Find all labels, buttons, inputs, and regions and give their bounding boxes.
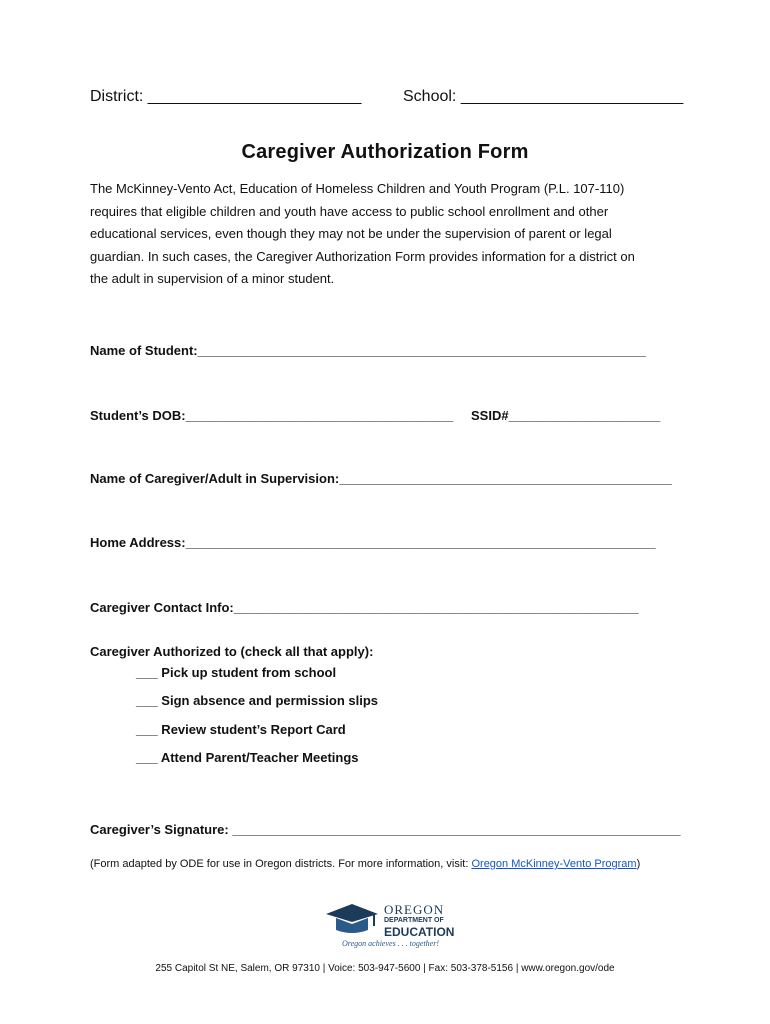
footnote-text: (Form adapted by ODE for use in Oregon districts. For more information, visit: [90, 858, 472, 870]
logo-tagline: Oregon achieves . . . together! [342, 939, 440, 948]
signature-field[interactable]: Caregiver’s Signature: ______________________________________________________________ [90, 822, 681, 837]
home-address-field[interactable]: Home Address:_________________________________________________________________ [90, 535, 656, 550]
footer-address: 255 Capitol St NE, Salem, OR 97310 | Voice: 503-947-5600 | Fax: 503-378-5156 | www.oregon.gov/ode [155, 963, 615, 974]
intro-line: The McKinney-Vento Act, Education of Homeless Children and Youth Program (P.L. 107-110) [90, 181, 625, 196]
intro-line: guardian. In such cases, the Caregiver Authorization Form provides information for a district on [90, 248, 635, 264]
district-field[interactable]: District: ________________________ [90, 88, 362, 105]
logo-education: EDUCATION [384, 925, 455, 939]
caregiver-name-field[interactable]: Name of Caregiver/Adult in Supervision:______________________________________________ [90, 471, 672, 486]
footnote [90, 858, 640, 870]
intro-paragraph [90, 178, 690, 291]
option-report-card[interactable]: ___ Review student’s Report Card [136, 722, 346, 737]
option-meetings[interactable]: ___ Attend Parent/Teacher Meetings [136, 750, 359, 765]
mckinney-vento-link[interactable]: Oregon McKinney-Vento Program [471, 858, 637, 870]
intro-line: educational services, even though they may not be under the supervision of parent or legal [90, 226, 612, 241]
intro-line: the adult in supervision of a minor student. [90, 271, 335, 286]
ssid-field[interactable]: SSID#_____________________ [471, 408, 661, 423]
contact-info-field[interactable]: Caregiver Contact Info:________________________________________________________ [90, 600, 639, 615]
intro-line: requires that eligible children and youth have access to public school enrollment and other [90, 203, 609, 219]
option-pickup[interactable]: ___ Pick up student from school [136, 665, 337, 680]
oregon-ode-logo [322, 900, 455, 952]
authorized-heading: Caregiver Authorized to (check all that apply): [90, 644, 374, 659]
school-field[interactable]: School: _________________________ [403, 88, 684, 105]
student-dob-field[interactable]: Student’s DOB:_____________________________________ [90, 408, 454, 423]
form-title: Caregiver Authorization Form [241, 141, 529, 163]
logo-oregon: OREGON [384, 902, 445, 917]
graduation-cap-icon [322, 900, 382, 940]
option-sign-slips[interactable]: ___ Sign absence and permission slips [136, 693, 379, 708]
footnote-end: ) [636, 858, 641, 870]
student-name-field[interactable]: Name of Student:______________________________________________________________ [90, 343, 646, 358]
logo-department: DEPARTMENT OF [384, 917, 444, 924]
